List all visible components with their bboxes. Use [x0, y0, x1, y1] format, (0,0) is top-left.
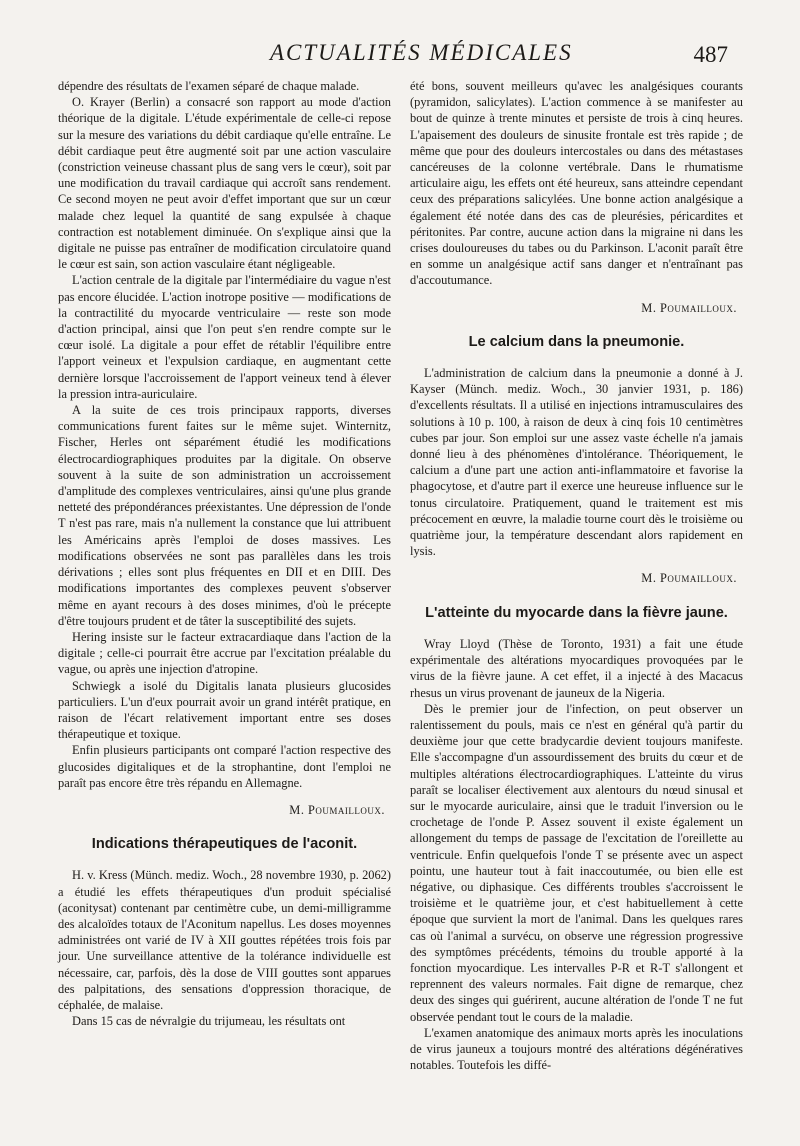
paragraph: Enfin plusieurs participants ont comparé l'action respective des glucosides digitaliques et de la strophantine, dont l'emploi ne paraît pas encore être très répandu en Allemagne. — [58, 743, 391, 790]
author-signature: M. Poumailloux. — [641, 300, 737, 315]
paragraph: Hering insiste sur le facteur extracardiaque dans l'action de la digitale ; celle-ci pourrait être accrue par l'excitation préalable du vague, ou après une injection d'atropine. — [58, 629, 391, 677]
page-header — [0, 40, 800, 74]
running-title: ACTUALITÉS MÉDICALES — [270, 40, 573, 65]
paragraph: Dès le premier jour de l'infection, on peut observer un ralentissement du pouls, mais ce n'est en général qu'à partir du deuxième jour que cette bradycardie devient toujours manifeste. Elle s'accompagne d'un assourdissement des bruits du cœur et de multiples altérations électrocardiographiques. L'atteinte du virus paraît se localiser électivement aux alentours du nœud sinusal et sur le myocarde auriculaire, ainsi que le traduit l'inversion ou le crochetage de l'onde P. Assez souvent il existe également un allongement du temps de passage de l'excitation de l'oreillette au ventricule. Enfin quelquefois l'onde T se présente avec un aspect pointu, une hauteur tout à fait inaccoutumée, ou bien elle est négative, ou diphasique. Ces différents troubles s'accroissent le troisième et le quatrième jour, et c'est habituellement à cette époque que survient la mort de l'animal. Dans les quelques rares cas où l'animal a survécu, on observe une régression progressive des symptômes précédents, témoins du trouble apporté à la fonction myocardique. Les intervalles P-R et R-T s'allongent et reprennent des valeurs normales. Fait digne de remarque, chez deux des singes qui guérirent, aucune altération de l'onde T ne fut observée pendant tout le cours de la maladie. — [410, 701, 743, 1024]
paragraph: Wray Lloyd (Thèse de Toronto, 1931) a fait une étude expérimentale des altérations myocardiques provoquées par le virus de la fièvre jaune. A cet effet, il a injecté à des Macacus rhesus un virus provenant de jauneux de la Nigeria. — [410, 636, 743, 700]
author-signature: M. Poumailloux. — [641, 571, 737, 586]
paragraph: A la suite de ces trois principaux rapports, diverses communications furent faites sur le même sujet. Winternitz, Fischer, Herles ont séparément étudié les modifications électrocardiographiques produites par la digitale. On observe souvent à la suite de son administration un accroissement d'amplitude des complexes ventriculaires, ainsi qu'une plus grande netteté des prépondérances préexistantes. Une dépression de l'onde T n'est pas rare, mais n'a nullement la constance que lui attribuent les Américains après l'emploi de doses massives. Les modifications observées ne sont pas parallèles dans les trois dérivations ; elles sont plus fréquentes en DII et en DIII. Des modifications importantes des complexes peuvent s'observer même en ayant recours à des doses minimes, d'où le précepte d'être toujours prudent et de tâter la susceptibilité des sujets. — [58, 403, 391, 628]
section-heading: Indications thérapeutiques de l'aconit. — [91, 836, 358, 853]
paragraph: Dans 15 cas de névralgie du trijumeau, les résultats ont — [72, 1014, 346, 1029]
right-column — [410, 78, 743, 1073]
author-signature: M. Poumailloux. — [289, 802, 385, 817]
paragraph: L'administration de calcium dans la pneumonie a donné à J. Kayser (Münch. mediz. Woch., 30 janvier 1931, p. 186) d'excellents résultats. Il a utilisé en injections intramusculaires des solutions à 10 p. 100, à raison de deux à cinq fois 10 centimètres cubes par jour. Son emploi sur une assez vaste échelle n'a jamais donné lieu à des phénomènes d'intolérance. Théoriquement, le calcium a d'une part une action anti-inflammatoire et favorise la phagocytose, et d'autre part il exerce une heureuse influence sur le tonus circulatoire. Pratiquement, quand le traitement est mis précocement en œuvre, la maladie tourne court dès le troisième ou quatrième jour, la température descendant alors rapidement en lysis. — [410, 366, 743, 559]
paragraph: Schwiegk a isolé du Digitalis lanata plusieurs glucosides particuliers. L'un d'eux pourrait avoir un grand intérêt pratique, en raison de l'écart relativement important entre ses doses thérapeutique et toxique. — [58, 678, 391, 742]
section-heading: L'atteinte du myocarde dans la fièvre jaune. — [425, 604, 728, 621]
paragraph: L'examen anatomique des animaux morts après les inoculations de virus jauneux a toujours montré des altérations dégénératives notables. Toutefois les diffé- — [410, 1025, 743, 1073]
page-number: 487 — [693, 42, 728, 67]
paragraph: H. v. Kress (Münch. mediz. Woch., 28 novembre 1930, p. 2062) a étudié les effets thérapeutiques d'un produit spécialisé (aconitysat) contenant par centimètre cube, un demi-milligramme des alcaloïdes totaux de l'Aconitum napellus. Les doses moyennes administrées ont varié de IV à XII gouttes répétées trois fois par jour. Une surveillance attentive de la tolérance individuelle est nécessaire, car, parfois, dès la dose de VIII gouttes sont apparues des palpitations, des sensations d'oppression thoracique, de céphalée, de malaise. — [58, 868, 391, 1012]
paragraph: O. Krayer (Berlin) a consacré son rapport au mode d'action théorique de la digitale. L'étude expérimentale de celle-ci repose sur la mesure des variations du débit cardiaque qu'elle entraîne. Le débit cardiaque peut être augmenté soit par une action vasculaire (constriction veineuse chassant plus de sang vers le cœur), soit par une modification du travail cardiaque qui accroît sans rendement. Ce second moyen ne peut avoir d'effet important que sur un cœur malade chez lequel la quantité de sang expulsée à chaque contraction est notablement diminuée. On s'explique ainsi que la digitale ne puisse pas entraîner de modification circulatoire quand le cœur est sain, son action vasculaire étant négligeable. — [58, 95, 391, 272]
left-column — [58, 78, 391, 1029]
paragraph: dépendre des résultats de l'examen séparé de chaque malade. — [58, 79, 360, 93]
paragraph: été bons, souvent meilleurs qu'avec les analgésiques courants (pyramidon, salicylates). L'action commence à se manifester au bout de quinze à trente minutes et persiste de trois à cinq heures. L'apaisement des douleurs de sinusite frontale est très rapide ; de même que pour des douleurs intercostales ou dans des métastases cancéreuses de la colonne vertébrale. Dans le rhumatisme articulaire aigu, les effets ont été heureux, sans atteindre cependant ceux des préparations salicylées. Une bonne action analgésique a également été notée dans des cas de pleurésies, péricardites et péritonites. Par contre, aucune action dans la migraine ni dans les crises douloureuses du tabes ou du Parkinson. L'aconit paraît être en somme un analgésique actif sans danger et n'entraînant pas d'accoutumance. — [410, 79, 743, 288]
paragraph: L'action centrale de la digitale par l'intermédiaire du vague n'est pas encore élucidée. L'action inotrope positive — modifications de la contractilité du myocarde ventriculaire — reste son mode d'action principal, ainsi que l'on peut s'en rendre compte sur le cœur isolé. La digitale a pour effet de rétablir l'équilibre entre l'apport veineux et l'expulsion cardiaque, en augmentant cette dernière lorsque l'accroissement de l'apport veineux tend à élever la pression intra-auriculaire. — [58, 273, 391, 401]
section-heading: Le calcium dans la pneumonie. — [468, 333, 685, 350]
